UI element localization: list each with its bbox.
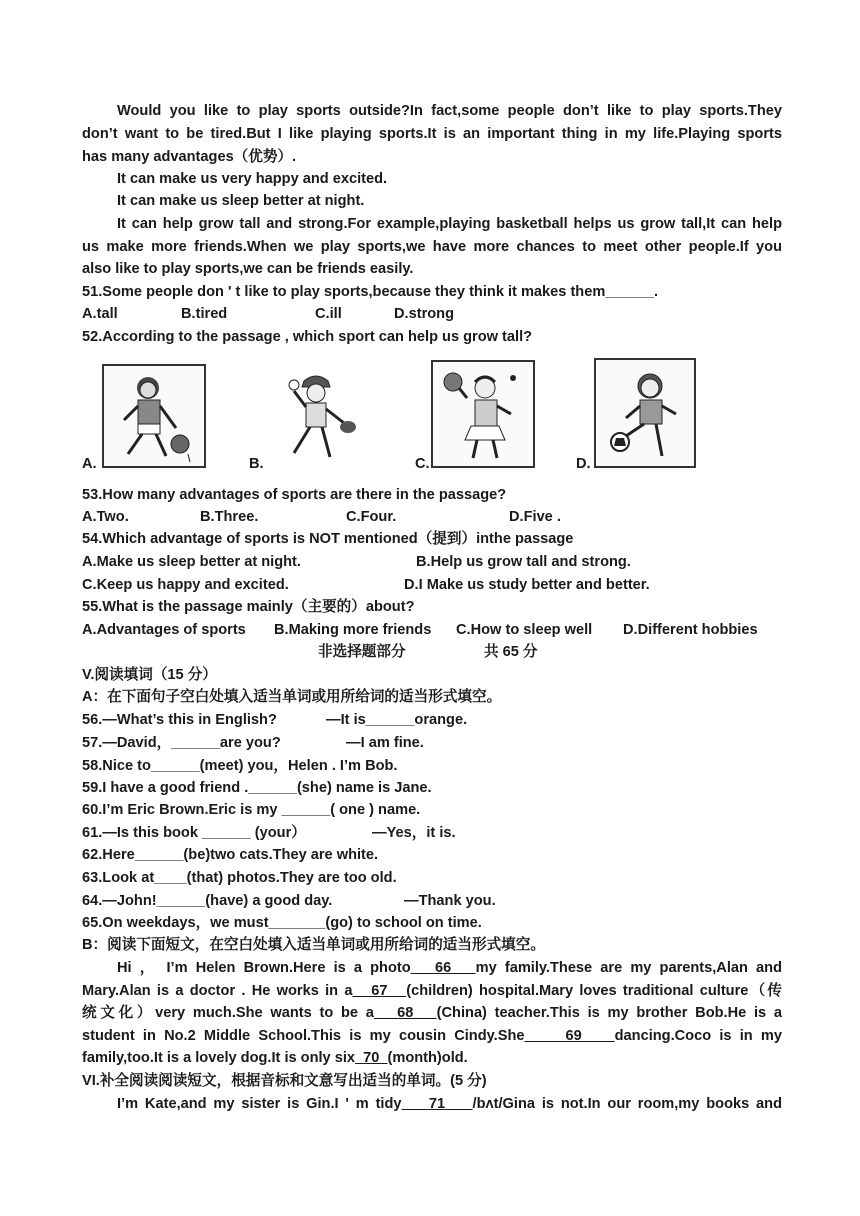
part-b-passage-line: Mary.Alan is a doctor . He works in a 67 (children) hospital.Mary loves traditional culture（传 [82, 983, 782, 999]
blank-67: 67 [371, 983, 388, 999]
part-b-instructions: B：阅读下面短文，在空白处填入适当单词或用所给词的适当形式填空。 [82, 937, 545, 953]
part-b-passage-line: 统文化）very much.She wants to be a 68 (China) teacher.This is my brother Bob.He is a [82, 1005, 783, 1021]
passage-line: don’t want to be tired.But I like playing sports.It is an important thing in my life.Playing sports [82, 126, 782, 142]
q52-option-b: B. [249, 456, 264, 472]
passage-line: It can make us sleep better at night. [117, 193, 365, 209]
passage-line: us make more friends.When we play sports,we have more chances to meet other people.If you [82, 239, 782, 255]
question-53-stem: 53.How many advantages of sports are there in the passage? [82, 487, 507, 503]
question-57: 57.—David，______are you? [82, 735, 281, 751]
question-54-stem: 54.Which advantage of sports is NOT mentioned（提到）inthe passage [82, 531, 574, 547]
section-5-title: V.阅读填词（15 分） [82, 667, 217, 683]
q51-option-c: C.ill [315, 306, 342, 322]
blank-68: 68 [397, 1005, 414, 1021]
passage-line: It can help grow tall and strong.For example,playing basketball helps us grow tall,It can help [117, 216, 782, 232]
q51-option-d: D.strong [394, 306, 454, 322]
question-52-stem: 52.According to the passage , which sport can help us grow tall? [82, 329, 533, 345]
passage-line: It can make us very happy and excited. [117, 171, 388, 187]
q53-option-c: C.Four. [346, 509, 397, 525]
question-55-stem: 55.What is the passage mainly（主要的）about? [82, 599, 415, 615]
question-58: 58.Nice to______(meet) you，Helen . I’m Bob. [82, 758, 398, 774]
soccer-player-picture [594, 358, 696, 468]
passage-line: has many advantages（优势）. [82, 149, 297, 165]
q51-option-b: B.tired [181, 306, 228, 322]
ping-pong-player-picture [431, 360, 535, 468]
part-a-instructions: A：在下面句子空白处填入适当单词或用所给词的适当形式填空。 [82, 689, 502, 705]
question-64-answer: —Thank you. [404, 893, 496, 909]
blank-70: 70 [363, 1050, 380, 1066]
q52-option-c: C. [415, 456, 430, 472]
passage-line: Would you like to play sports outside?In fact,some people don’t like to play sports.They [117, 103, 782, 119]
q51-option-a: A.tall [82, 306, 118, 322]
question-56-answer: —It is______orange. [326, 712, 468, 728]
question-60: 60.I’m Eric Brown.Eric is my ______( one ) name. [82, 802, 421, 818]
q52-option-a: A. [82, 456, 97, 472]
q55-option-d: D.Different hobbies [623, 622, 758, 638]
q52-option-d: D. [576, 456, 591, 472]
q55-option-b: B.Making more friends [274, 622, 432, 638]
question-56: 56.—What’s this in English? [82, 712, 277, 728]
question-57-answer: —I am fine. [346, 735, 424, 751]
passage-line: also like to play sports,we can be friends easily. [82, 261, 414, 277]
part-b-passage-line: Hi ， I’m Helen Brown.Here is a photo 66 my family.These are my parents,Alan and [117, 960, 782, 976]
basketball-player-picture [102, 364, 206, 468]
q54-option-c: C.Keep us happy and excited. [82, 577, 289, 593]
part-b-passage-line: family,too.It is a lovely dog.It is only six 70 (month)old. [82, 1050, 468, 1066]
q55-option-c: C.How to sleep well [456, 622, 593, 638]
section-6-passage-line: I’m Kate,and my sister is Gin.I ' m tidy 71 /bʌt/Gina is not.In our room,my books and [117, 1096, 783, 1112]
question-51-stem: 51.Some people don ' t like to play sports,because they think it makes them______. [82, 284, 659, 300]
part-b-passage-line: student in No.2 Middle School.This is my cousin Cindy.She 69 dancing.Coco is in my [82, 1028, 782, 1044]
question-63: 63.Look at____(that) photos.They are too old. [82, 870, 397, 886]
question-65: 65.On weekdays，we must_______(go) to school on time. [82, 915, 482, 931]
question-61-answer: —Yes，it is. [372, 825, 456, 841]
q54-option-b: B.Help us grow tall and strong. [416, 554, 631, 570]
q53-option-d: D.Five . [509, 509, 561, 525]
question-62: 62.Here______(be)two cats.They are white. [82, 847, 379, 863]
question-61: 61.—Is this book ______ (your） [82, 825, 306, 841]
blank-71: 71 [428, 1096, 446, 1112]
q55-option-a: A.Advantages of sports [82, 622, 246, 638]
baseball-player-picture [268, 367, 366, 465]
q53-option-b: B.Three. [200, 509, 259, 525]
non-choice-total-score: 共 65 分 [484, 644, 538, 660]
question-64: 64.—John!______(have) a good day. [82, 893, 333, 909]
section-6-title: VI.补全阅读阅读短文，根据音标和文意写出适当的单词。(5 分) [82, 1073, 487, 1089]
blank-69: 69 [565, 1028, 582, 1044]
q53-option-a: A.Two. [82, 509, 129, 525]
q54-option-a: A.Make us sleep better at night. [82, 554, 301, 570]
q54-option-d: D.I Make us study better and better. [404, 577, 650, 593]
blank-66: 66 [435, 960, 452, 976]
question-59: 59.I have a good friend .______(she) name is Jane. [82, 780, 432, 796]
non-choice-section-label: 非选择题部分 [318, 644, 406, 660]
